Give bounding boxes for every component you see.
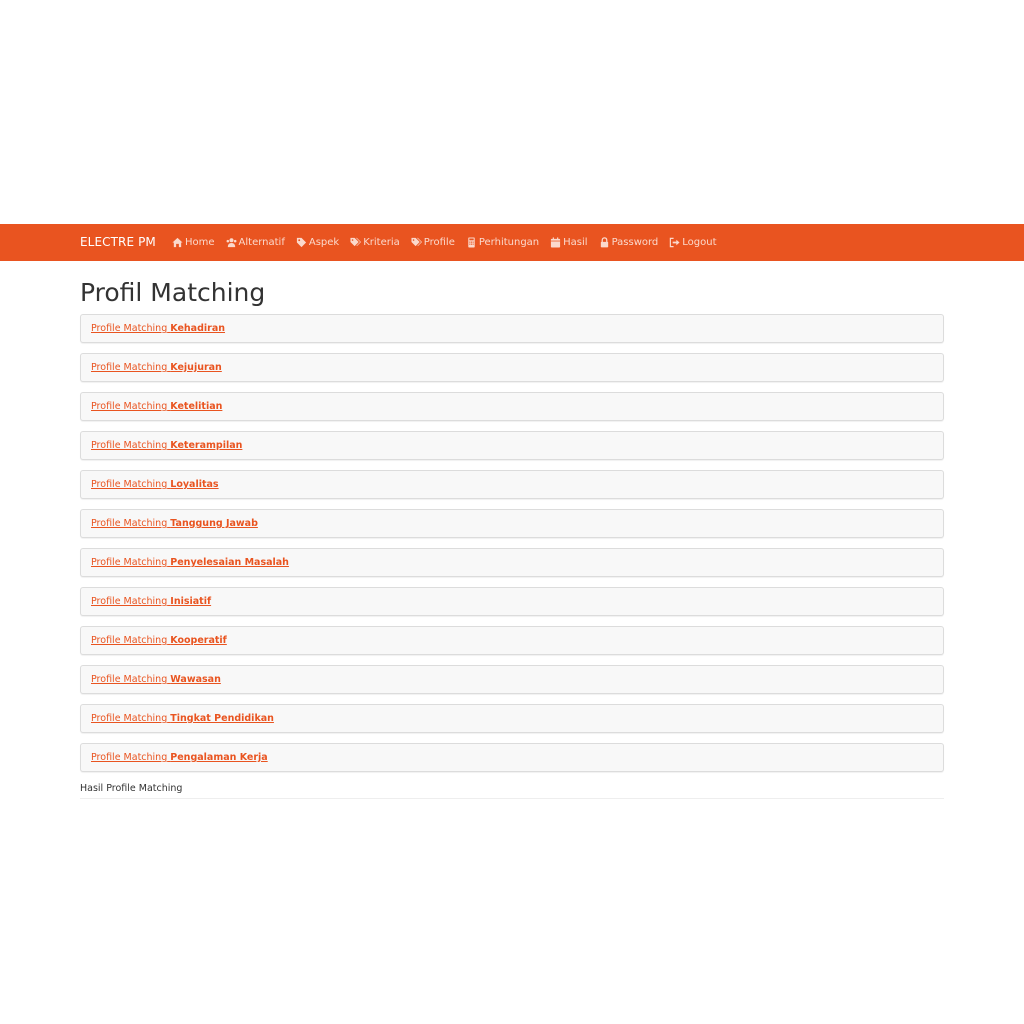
profile-matching-link-pengalaman-kerja[interactable]: Profile Matching Pengalaman Kerja	[91, 752, 268, 763]
list-item	[80, 353, 944, 382]
nav-item-hasil[interactable]	[550, 224, 587, 261]
list-item	[80, 665, 944, 694]
nav-item-label: Profile	[423, 237, 455, 248]
profile-matching-link-ketelitian[interactable]: Profile Matching Ketelitian	[91, 401, 223, 412]
tag-icon	[296, 237, 307, 248]
nav-item-label: Home	[185, 237, 215, 248]
sign-out-icon	[669, 237, 680, 248]
list-item	[80, 392, 944, 421]
nav-item-profile[interactable]	[411, 224, 455, 261]
lock-icon	[599, 237, 610, 248]
list-item	[80, 626, 944, 655]
profile-matching-link-wawasan[interactable]: Profile Matching Wawasan	[91, 674, 221, 685]
nav-item-label: Kriteria	[363, 237, 400, 248]
nav-item-alternatif[interactable]	[226, 224, 285, 261]
nav-menu	[172, 224, 717, 261]
profile-matching-link-penyelesaian-masalah[interactable]: Profile Matching Penyelesaian Masalah	[91, 557, 289, 568]
nav-item-perhitungan[interactable]	[466, 224, 539, 261]
profile-matching-link-tingkat-pendidikan[interactable]: Profile Matching Tingkat Pendidikan	[91, 713, 274, 724]
list-item	[80, 431, 944, 460]
profile-matching-link-inisiatif[interactable]: Profile Matching Inisiatif	[91, 596, 212, 607]
nav-item-label: Logout	[682, 237, 717, 248]
nav-item-label: Hasil	[563, 237, 588, 248]
nav-item-logout[interactable]	[669, 224, 716, 261]
profile-matching-link-kejujuran[interactable]: Profile Matching Kejujuran	[91, 362, 222, 373]
nav-item-label: Password	[611, 237, 659, 248]
nav-item-kriteria[interactable]	[350, 224, 400, 261]
nav-item-label: Aspek	[308, 237, 340, 248]
profile-matching-link-keterampilan[interactable]: Profile Matching Keterampilan	[91, 440, 243, 451]
tags-icon	[411, 237, 422, 248]
profile-matching-link-loyalitas[interactable]: Profile Matching Loyalitas	[91, 479, 219, 490]
calculator-icon	[466, 237, 477, 248]
profile-matching-link-tanggung-jawab[interactable]: Profile Matching Tanggung Jawab	[91, 518, 258, 529]
home-icon	[172, 237, 183, 248]
navbar	[0, 224, 1024, 261]
list-item	[80, 743, 944, 772]
calendar-icon	[550, 237, 561, 248]
list-item	[80, 587, 944, 616]
nav-item-password[interactable]	[599, 224, 659, 261]
users-icon	[226, 237, 237, 248]
list-item	[80, 314, 944, 343]
brand[interactable]: ELECTRE PM	[80, 235, 156, 249]
tags-icon	[350, 237, 361, 248]
hasil-profile-matching-heading: Hasil Profile Matching	[80, 783, 944, 799]
profile-matching-list	[80, 314, 944, 782]
list-item	[80, 470, 944, 499]
list-item	[80, 548, 944, 577]
nav-item-home[interactable]	[172, 224, 215, 261]
nav-item-label: Alternatif	[238, 237, 285, 248]
list-item	[80, 509, 944, 538]
profile-matching-link-kehadiran[interactable]: Profile Matching Kehadiran	[91, 323, 226, 334]
list-item	[80, 704, 944, 733]
profile-matching-link-kooperatif[interactable]: Profile Matching Kooperatif	[91, 635, 227, 646]
page-title: Profil Matching	[80, 278, 266, 307]
nav-item-aspek[interactable]	[296, 224, 339, 261]
nav-item-label: Perhitungan	[478, 237, 540, 248]
